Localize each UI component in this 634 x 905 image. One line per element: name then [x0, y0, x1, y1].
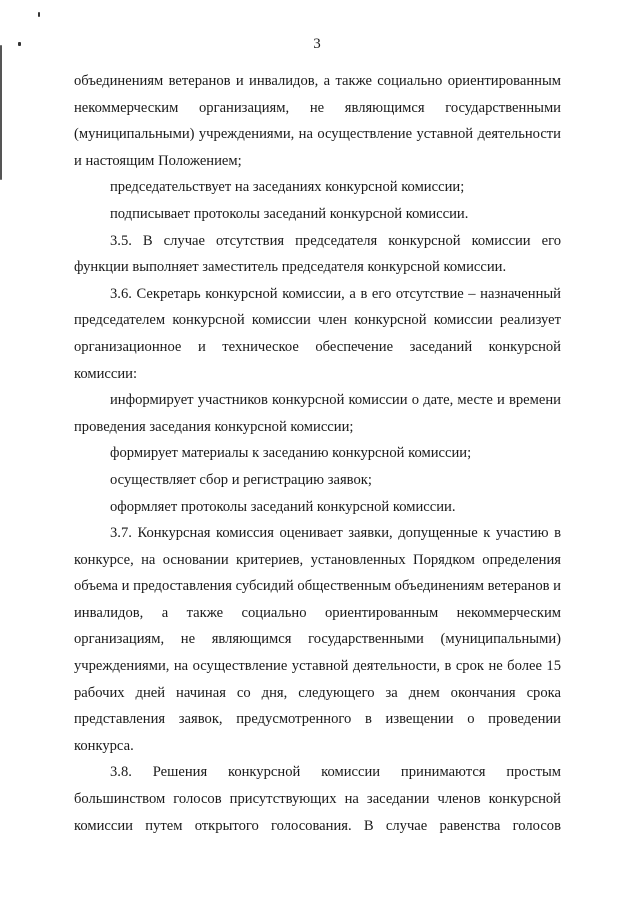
paragraph-chairman-presides: председательствует на заседаниях конкурсной комиссии;	[110, 179, 465, 196]
document-body	[74, 68, 561, 866]
paragraph-secretary-informs: информирует участников конкурсной комиссии о дате, месте и времени проведения заседания конкурсной комиссии;	[74, 392, 561, 435]
paragraph-intro-continuation: объединениям ветеранов и инвалидов, а также социально ориентированным некоммерческим организациям, не являющимся государственными (муниципальными) учреждениями, на осуществление уставной деятельности и настоящим Положением;	[74, 73, 561, 169]
scan-mark-top	[38, 12, 40, 17]
paragraph-secretary-drafts: оформляет протоколы заседаний конкурсной комиссии.	[110, 498, 456, 515]
paragraph-3-7: 3.7. Конкурсная комиссия оценивает заявки, допущенные к участию в конкурсе, на основании критериев, установленных Порядком определения объема и предоставления субсидий общественным объединениям ветеранов и инвалидов, а также социально ориентированным некоммерческим организациям, не являющимся государственными (муниципальными) учреждениями, на осуществление уставной деятельности, в срок не более 15 рабочих дней начиная со дня, следующего за днем окончания срока представления заявок, предусмотренного в извещении о проведении конкурса.	[74, 525, 561, 754]
paragraph-3-8: 3.8. Решения конкурсной комиссии принимаются простым большинством голосов присутствующих на заседании членов конкурсной комиссии путем открытого голосования. В случае равенства голосов	[74, 764, 561, 834]
paragraph-3-6: 3.6. Секретарь конкурсной комиссии, а в его отсутствие – назначенный председателем конкурсной комиссии член конкурсной комиссии реализует организационное и техническое обеспечение заседаний конкурсной комиссии:	[74, 285, 561, 382]
paragraph-chairman-signs: подписывает протоколы заседаний конкурсной комиссии.	[110, 205, 469, 222]
paragraph-secretary-forms: формирует материалы к заседанию конкурсной комиссии;	[110, 445, 472, 462]
scan-edge-line	[0, 45, 2, 180]
paragraph-secretary-collects: осуществляет сбор и регистрацию заявок;	[110, 471, 372, 488]
paragraph-3-5: 3.5. В случае отсутствия председателя конкурсной комиссии его функции выполняет заместитель председателя конкурсной комиссии.	[74, 232, 561, 276]
page-number: 3	[313, 36, 321, 52]
